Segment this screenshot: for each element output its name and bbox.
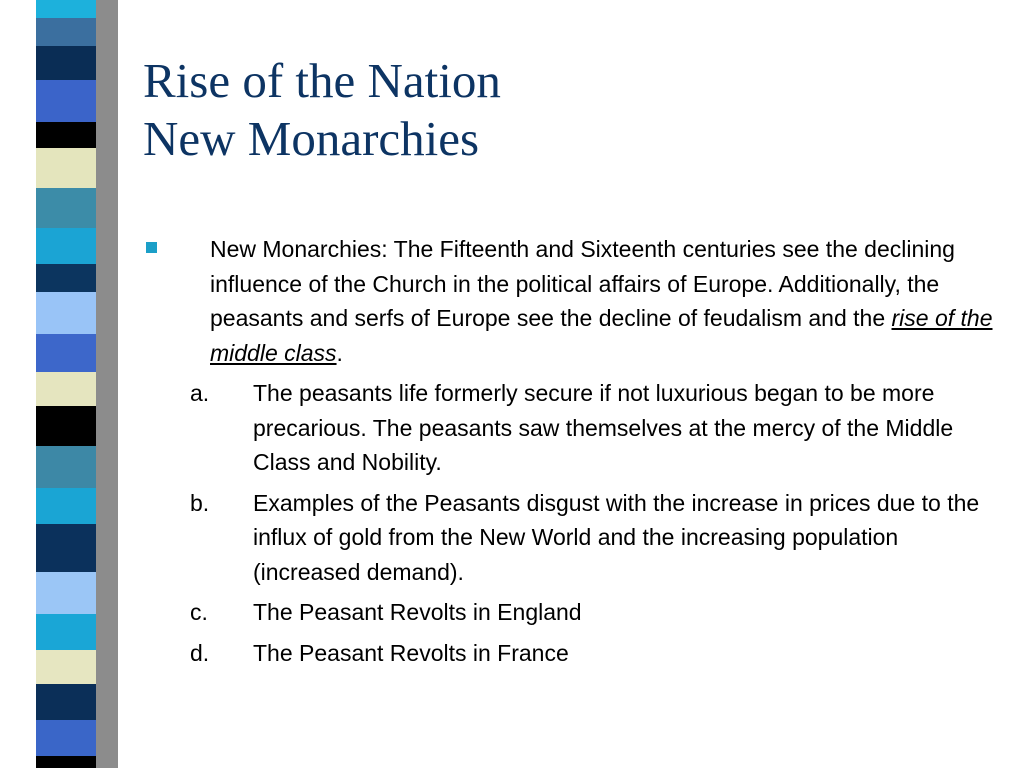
sub-item-marker: c. — [190, 599, 208, 625]
sub-item-text: The Peasant Revolts in France — [253, 639, 569, 666]
main-bullet-text-after: . — [336, 339, 343, 366]
stripe-band — [36, 228, 96, 264]
stripe-band — [36, 80, 96, 122]
sub-item-text: Examples of the Peasants disgust with the increase in prices due to the influx of gold from the New World and the increasing population (increased demand). — [253, 489, 980, 585]
stripe-band — [36, 122, 96, 148]
sub-item-d — [190, 636, 1003, 671]
sub-item-c — [190, 595, 1003, 630]
stripe-band — [36, 524, 96, 572]
slide-content — [143, 232, 1003, 676]
main-bullet — [143, 232, 1003, 370]
sub-item-text: The peasants life formerly secure if not luxurious began to be more precarious. The peasants saw themselves at the mercy of the Middle Class and Nobility. — [253, 380, 954, 475]
decorative-stripe — [0, 0, 118, 768]
square-bullet-icon — [146, 242, 157, 253]
stripe-band — [36, 188, 96, 228]
sub-item-b — [190, 486, 1003, 590]
stripe-band — [36, 614, 96, 650]
slide-title — [143, 52, 501, 168]
sub-item-a — [190, 376, 1003, 480]
sub-item-marker: a. — [190, 380, 210, 406]
main-bullet-text — [210, 236, 993, 366]
stripe-band — [36, 372, 96, 406]
stripe-band — [36, 46, 96, 80]
stripe-band — [36, 756, 96, 768]
main-bullet-text-before: New Monarchies: The Fifteenth and Sixteenth centuries see the declining influence of the Church in the political affairs of Europe. Additionally, the peasants and serfs of Europe see the decline of feudalism and the — [210, 236, 955, 331]
stripe-band — [36, 572, 96, 614]
middle-class-link[interactable]: rise of the middle class — [210, 305, 993, 366]
sub-item-text: The Peasant Revolts in England — [253, 599, 582, 625]
stripe-band — [36, 650, 96, 684]
stripe-band — [36, 720, 96, 756]
sub-item-marker: d. — [190, 639, 210, 666]
stripe-band — [36, 0, 96, 18]
stripe-band — [36, 18, 96, 46]
stripe-band — [36, 334, 96, 372]
stripe-band — [36, 292, 96, 334]
stripe-band — [36, 446, 96, 488]
stripe-band — [36, 684, 96, 720]
stripe-band — [36, 406, 96, 446]
stripe-band — [36, 264, 96, 292]
stripe-band — [36, 488, 96, 524]
sub-item-marker: b. — [190, 489, 210, 516]
title-line-2: New Monarchies — [143, 111, 480, 166]
stripe-band — [36, 148, 96, 188]
title-line-1: Rise of the Nation — [143, 53, 501, 108]
stripe-shadow — [96, 0, 118, 768]
sub-list — [143, 376, 1003, 670]
